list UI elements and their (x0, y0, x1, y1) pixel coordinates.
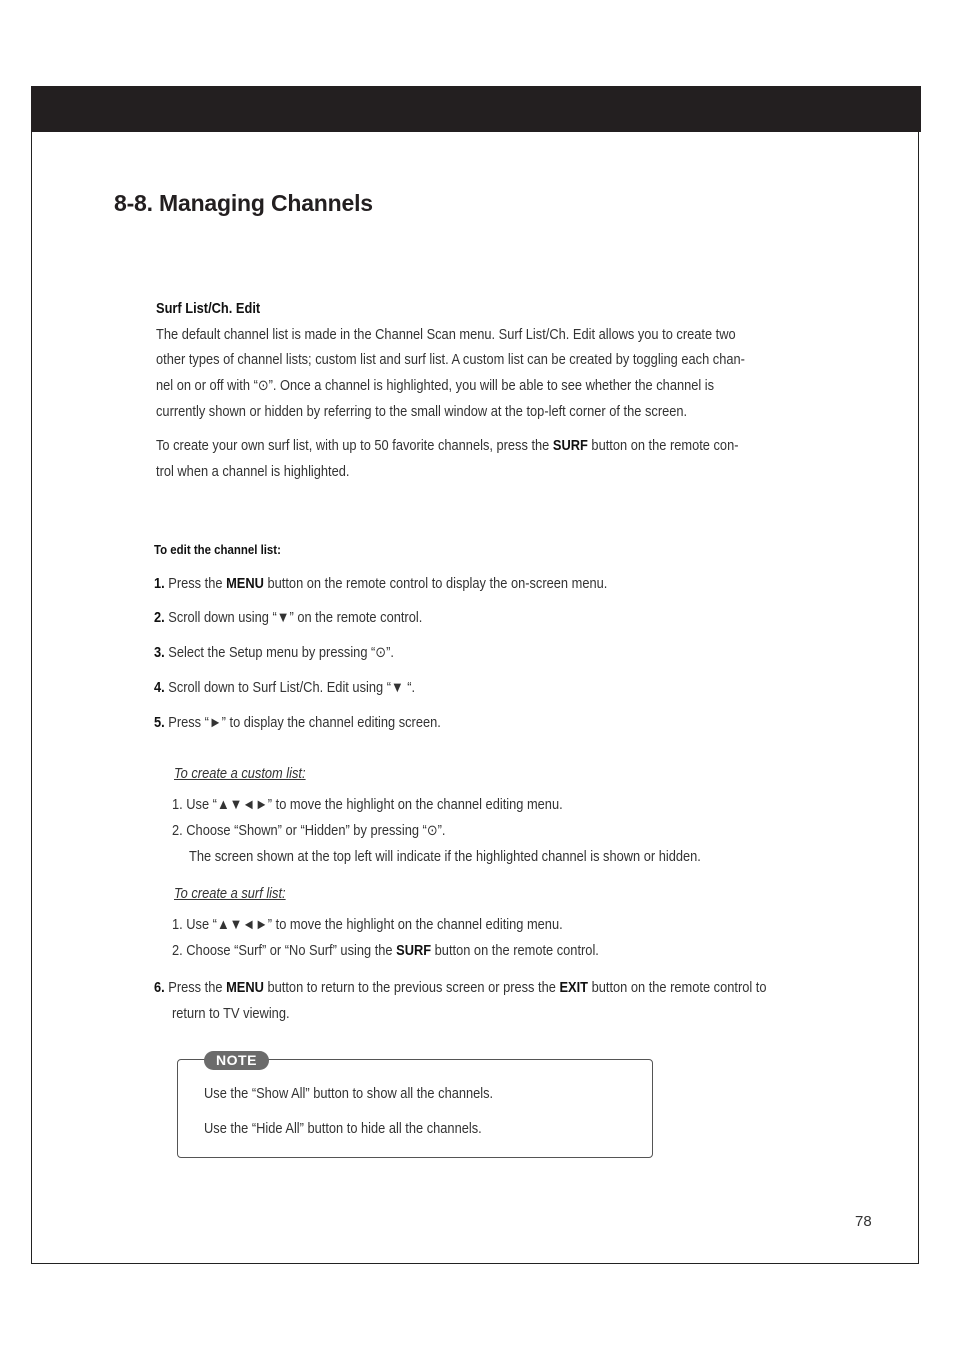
note-line-1: Use the “Show All” button to show all the channels. (204, 1086, 494, 1102)
para1-line4: currently shown or hidden by referring to the small window at the top-left corner of the screen. (156, 404, 688, 420)
step-1: 1. Press the MENU button on the remote control to display the on-screen menu. (154, 576, 608, 592)
step-2: 2. Scroll down using “▼” on the remote control. (154, 610, 423, 626)
surf-list-subheading: To create a surf list: (174, 886, 286, 902)
custom-list-heading: To create a custom list: (174, 766, 306, 782)
step-3: 3. Select the Setup menu by pressing “⊙”. (154, 645, 394, 661)
step-5: 5. Press “►” to display the channel editing screen. (154, 715, 441, 731)
page-title: 8-8. Managing Channels (114, 190, 373, 216)
edit-heading: To edit the channel list: (154, 542, 281, 557)
note-line-2: Use the “Hide All” button to hide all the channels. (204, 1121, 482, 1137)
note-box (177, 1059, 653, 1158)
page-number: 78 (855, 1213, 872, 1230)
custom-item-1: 1. Use “▲▼◄►” to move the highlight on the channel editing menu. (172, 797, 563, 813)
surf-list-heading: Surf List/Ch. Edit (156, 301, 261, 317)
para1-line2: other types of channel lists; custom list and surf list. A custom list can be created by toggling each chan- (156, 352, 745, 368)
step-4: 4. Scroll down to Surf List/Ch. Edit using “▼ “. (154, 680, 416, 696)
custom-item-2: 2. Choose “Shown” or “Hidden” by pressing “⊙”. (172, 823, 446, 839)
surf-item-1: 1. Use “▲▼◄►” to move the highlight on the channel editing menu. (172, 917, 563, 933)
note-label: NOTE (204, 1051, 269, 1070)
custom-item-3: The screen shown at the top left will indicate if the highlighted channel is shown or hidden. (189, 849, 701, 865)
step-6-line2: return to TV viewing. (172, 1006, 290, 1022)
para2-line2: trol when a channel is highlighted. (156, 464, 350, 480)
para2-line1: To create your own surf list, with up to 50 favorite channels, press the SURF button on the remote con- (156, 438, 739, 454)
header-bar (31, 86, 921, 132)
para1-line3: nel on or off with “⊙”. Once a channel is highlighted, you will be able to see whether the channel is (156, 378, 715, 394)
step-6: 6. Press the MENU button to return to the previous screen or press the EXIT button on the remote control to (154, 980, 767, 996)
surf-item-2: 2. Choose “Surf” or “No Surf” using the SURF button on the remote control. (172, 943, 599, 959)
para1-line1: The default channel list is made in the Channel Scan menu. Surf List/Ch. Edit allows you to create two (156, 327, 736, 343)
